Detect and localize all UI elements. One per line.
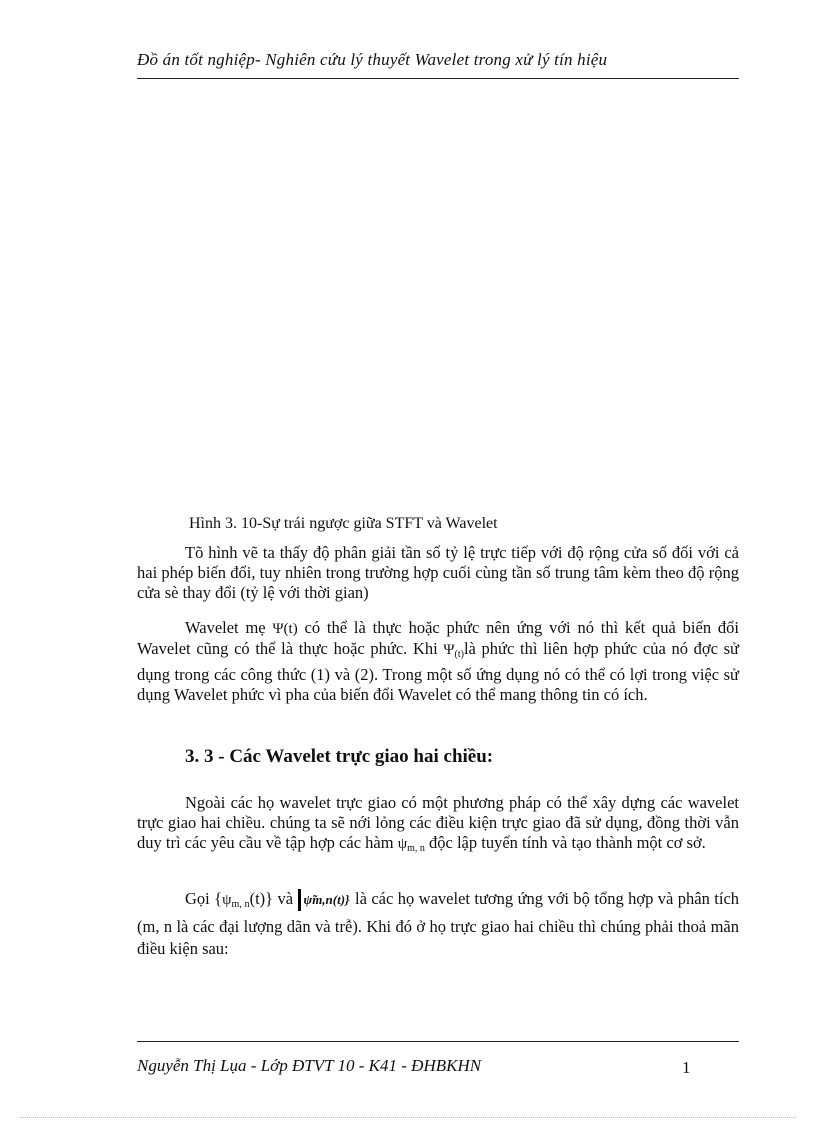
page-footer: Nguyễn Thị Lụa - Lớp ĐTVT 10 - K41 - ĐHBKHN <box>137 1056 482 1075</box>
paragraph-resolution <box>137 543 739 603</box>
header-rule <box>137 78 739 79</box>
text-run: Ngoài các họ wavelet trực giao có một phương pháp có thể xây dựng các wavelet trực giao hai chiều. chúng ta sẽ nới lỏng các điều kiện trực giao đã sử dụng, đồng thời vẫn duy trì các yêu cầu về tập hợp các hàm <box>137 793 739 852</box>
section-heading: 3. 3 - Các Wavelet trực giao hai chiều: <box>185 746 494 767</box>
text-run: có thể là thực hoặc phức nên ứng với nó thì kết quả biến đổi Wavelet cũng có thể là thực hoặc phức. Khi <box>137 618 739 658</box>
page-boundary <box>20 1117 796 1118</box>
figure-caption: Hình 3. 10-Sự trái ngược giữa STFT và Wavelet <box>189 515 498 532</box>
paragraph-text: Tõ hình vẽ ta thấy độ phân giải tần số tỷ lệ trực tiếp với độ rộng cửa số đối với cả hai phép biến đổi, tuy nhiên trong trường hợp cuối cùng tần số trung tâm kèm theo độ rộng cửa sè thay đổi (tỷ lệ với thời gian) <box>137 543 739 602</box>
footer-rule <box>137 1041 739 1042</box>
psi-symbol: Ψ <box>443 642 455 658</box>
psi-symbol: ψ <box>397 836 408 852</box>
page-number: 1 <box>682 1058 691 1077</box>
psi-subscript: m, n <box>231 899 250 910</box>
text-run: Wavelet mẹ <box>185 618 273 637</box>
psi-subscript: (t) <box>454 649 464 660</box>
dual-wavelet-symbol: ψ̃m,n(t)} <box>298 889 351 911</box>
text-run: Gọi { <box>185 889 223 908</box>
text-run: (t)} và <box>249 889 298 908</box>
psi-symbol: Ψ(t) <box>272 621 298 637</box>
paragraph-mother-wavelet <box>137 618 739 705</box>
paragraph-families <box>137 888 739 960</box>
paragraph-biorthogonal <box>137 793 739 859</box>
text-run: là các họ wavelet tương ứng với bộ tổng hợp và phân tích (m, n là các đại lượng dãn và trễ). Khi đó ở họ trực giao hai chiều thì chúng phải thoả mãn điều kiện sau: <box>137 889 740 958</box>
page-header: Đồ án tốt nghiệp- Nghiên cứu lý thuyết Wavelet trong xử lý tín hiệu <box>137 50 608 69</box>
text-run: là phức thì liên hợp phức của nó đợc sử dụng trong các công thức (1) và (2). Trong một số ứng dụng nó có thể có lợi trong việc sử dụng Wavelet phức vì pha của biến đổi Wavelet có thể mang thông tin có ích. <box>137 639 740 704</box>
psi-symbol: ψ <box>222 892 232 908</box>
psi-subscript: m, n <box>407 843 425 854</box>
text-run: độc lập tuyến tính và tạo thành một cơ sở. <box>424 833 706 852</box>
